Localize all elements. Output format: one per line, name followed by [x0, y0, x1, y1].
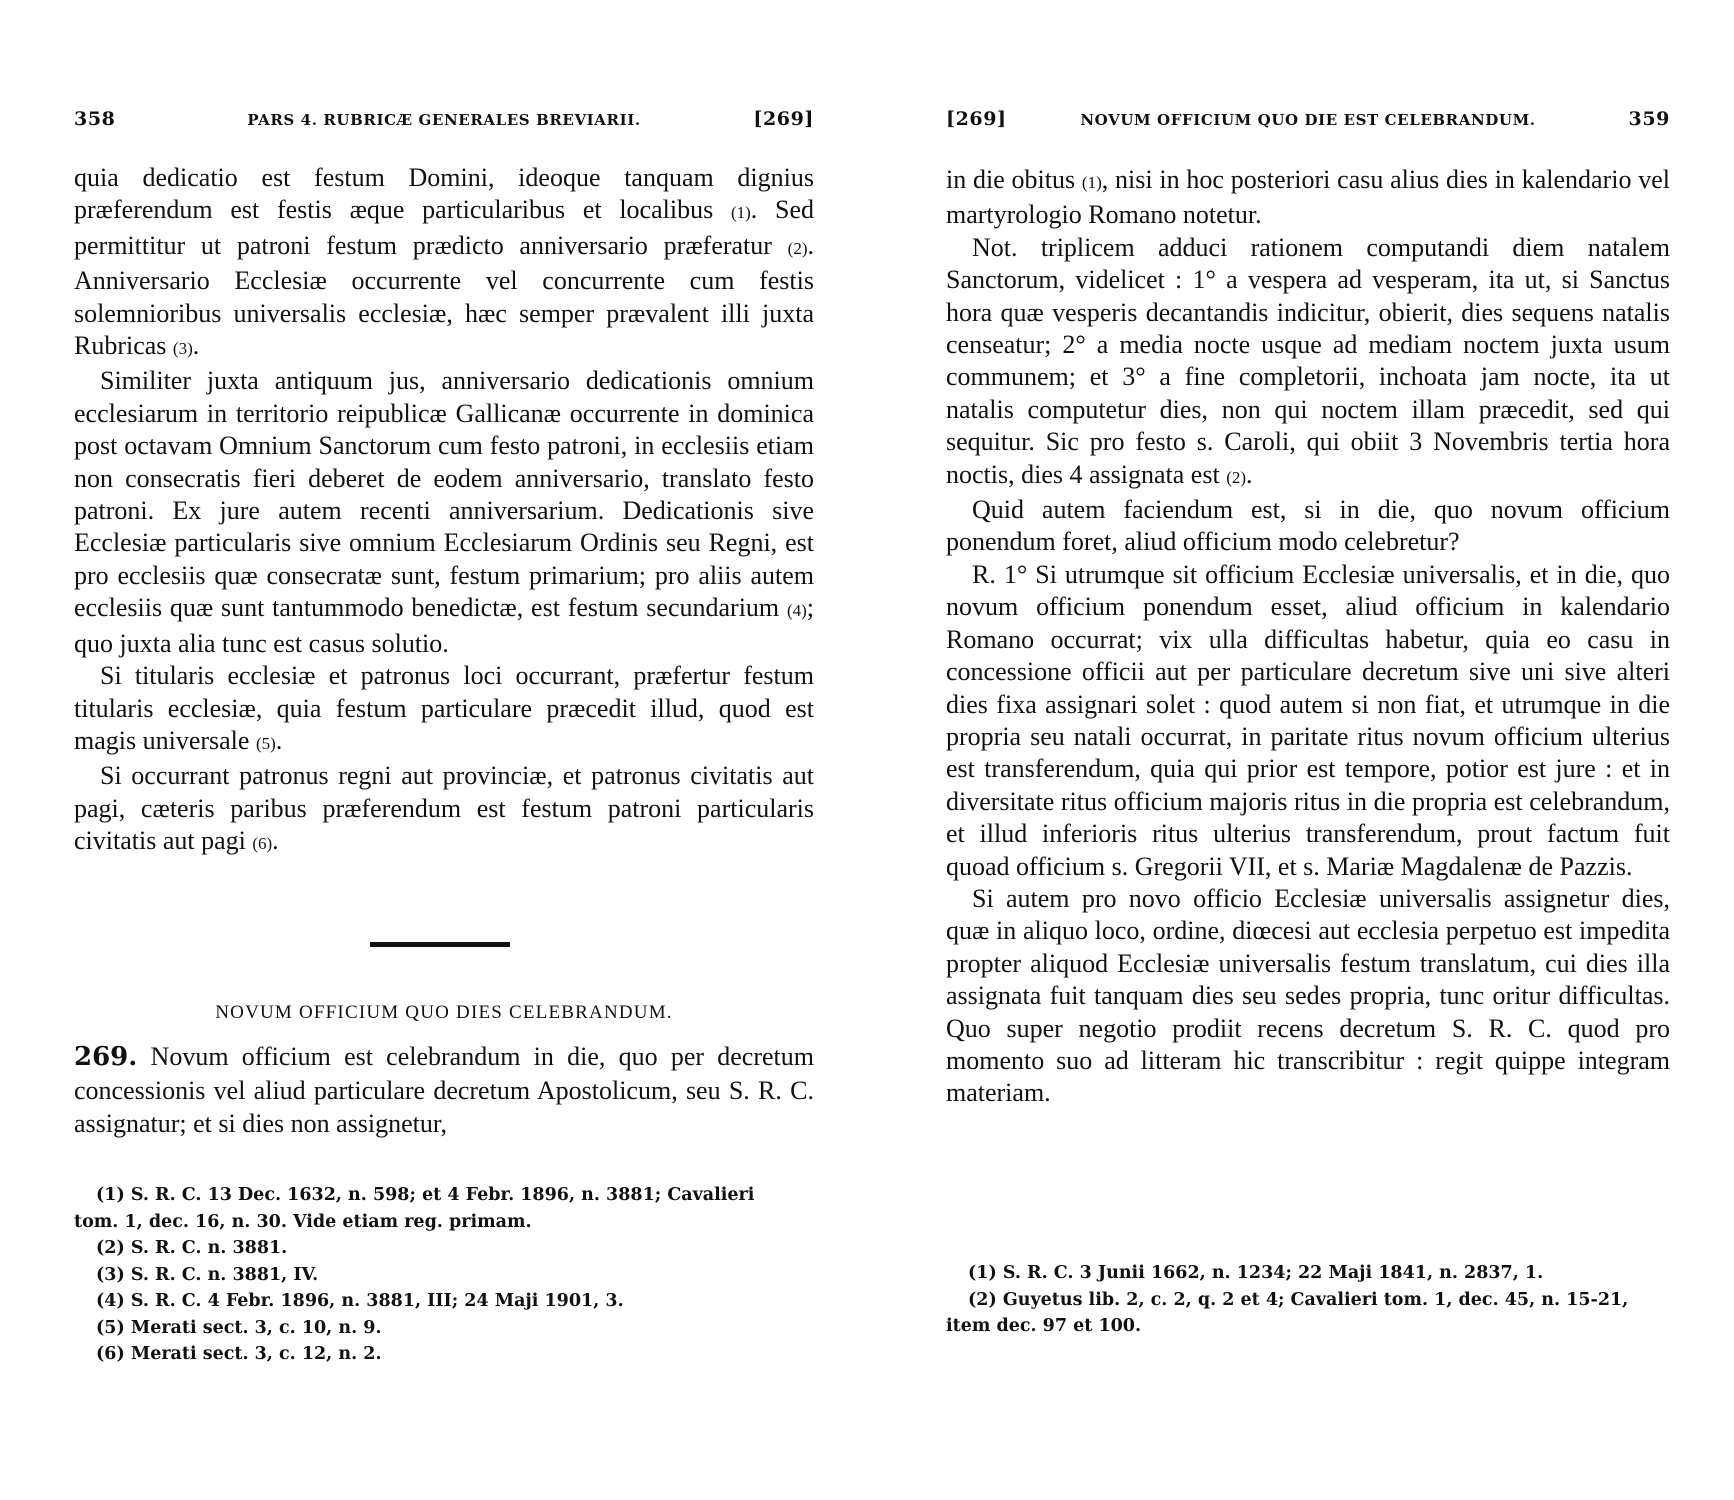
- section-title: NOVUM OFFICIUM QUO DIES CELEBRANDUM.: [215, 1002, 673, 1023]
- paragraph: Quid autem faciendum est, si in die, quo novum officium ponendum foret, aliud officium modo celebretur?: [946, 495, 1670, 557]
- footnote: (2) S. R. C. n. 3881.: [96, 1238, 288, 1258]
- section-divider: [370, 942, 510, 947]
- footnote-continuation: tom. 1, dec. 16, n. 30. Vide etiam reg. primam.: [74, 1211, 532, 1232]
- paragraph: Si autem pro novo officio Ecclesiæ universalis assignetur dies, quæ in aliquo loco, ordine, diœcesi aut ecclesia perpetuo est impedita propter aliquod Ecclesiæ universalis festum translatum, cui dies illa assignata fuit tanquam dies seu sedes propria, tunc oritur difficultas. Quo super negotio prodiit recens decretum S. R. C. quod pro momento suo ad litteram hic transcribitur : regit quippe integram materiam.: [946, 883, 1670, 1108]
- body-text: [74, 162, 814, 861]
- article-number: 269.: [74, 1042, 138, 1072]
- footnote-ref: (2): [787, 238, 808, 258]
- footnote-ref: (1): [730, 203, 751, 223]
- paragraph: Si occurrant patronus regni aut provinciæ, et patronus civitatis aut pagi, cæteris paribus præferendum est festum patroni particularis civitatis aut pagi (6).: [74, 761, 814, 856]
- section-ref: [269]: [946, 108, 1007, 130]
- footnote-continuation: item dec. 97 et 100.: [946, 1316, 1142, 1336]
- footnote: (5) Merati sect. 3, c. 10, n. 9.: [96, 1317, 382, 1338]
- running-head: [74, 108, 814, 139]
- running-title: PARS 4. RUBRICÆ GENERALES BREVIARII.: [247, 111, 641, 129]
- right-page: [946, 0, 1670, 1500]
- body-text: [946, 164, 1670, 1110]
- left-page: [74, 0, 814, 1500]
- footnote: (1) S. R. C. 13 Dec. 1632, n. 598; et 4 Febr. 1896, n. 3881; Cavalieri: [96, 1185, 755, 1205]
- footnote-ref: (6): [252, 834, 273, 854]
- page-number: 358: [74, 108, 116, 130]
- footnotes: [946, 1260, 1670, 1340]
- paragraph: in die obitus (1), nisi in hoc posteriori casu alius dies in kalendario vel martyrologio Romano notetur.: [946, 165, 1670, 230]
- footnote: (4) S. R. C. 4 Febr. 1896, n. 3881, III; 24 Maji 1901, 3.: [96, 1291, 624, 1311]
- footnote-ref: (1): [1081, 173, 1102, 192]
- paragraph: Not. triplicem adduci rationem computandi diem natalem Sanctorum, videlicet : 1° a vespera ad vesperam, ita ut, si Sanctus hora quæ vesperis decantandis indicitur, obierit, dies sequens natalis censeatur; 2° a media nocte usque ad mediam noctem juxta usum communem; et 3° a fine completorii, inchoata jam nocte, ita ut natalis computetur dies, non qui noctem illam præcedit, sed qui sequitur. Sic pro festo s. Caroli, qui obiit 3 Novembris tertia hora noctis, dies 4 assignata est (2).: [946, 232, 1670, 489]
- page-number: 359: [1628, 108, 1670, 130]
- paragraph: Si titularis ecclesiæ et patronus loci occurrant, præfertur festum titularis ecclesiæ, quia festum particulare præcedit illud, quod est magis universale (5).: [74, 661, 814, 755]
- footnote-ref: (5): [255, 733, 276, 753]
- article-269: [74, 1040, 814, 1140]
- running-head: [946, 108, 1670, 139]
- footnote-ref: (4): [786, 601, 807, 621]
- paragraph: R. 1° Si utrumque sit officium Ecclesiæ universalis, et in die, quo novum officium ponendum esset, aliud officium in kalendario Romano occurrat; vix ulla difficultas habetur, quia eo casu in concessione officii aut per particulare decretum sive uni sive alteri dies fixa assignari solet : quod autem si non fiat, et utrumque in die propria seu natali occurrat, in paritate ritus novum officium ulterius est transferendum, quia qui prior est tempore, potior est jure : et in diversitate ritus officium majoris ritus in die propria est celebrandum, et illud inferioris ritus ulterius transferendum, prout factum fuit quoad officium s. Gregorii VII, et s. Mariæ Magdalenæ de Pazzis.: [946, 559, 1670, 881]
- article-text: Novum officium est celebrandum in die, quo per decretum concessionis vel aliud particulare decretum Apostolicum, seu S. R. C. assignatur; et si dies non assignetur,: [74, 1042, 814, 1138]
- footnote: (2) Guyetus lib. 2, c. 2, q. 2 et 4; Cavalieri tom. 1, dec. 45, n. 15-21,: [968, 1289, 1629, 1310]
- footnotes: [74, 1182, 814, 1368]
- footnote-ref: (2): [1226, 467, 1247, 487]
- section-ref: [269]: [753, 108, 814, 130]
- running-title: NOVUM OFFICIUM QUO DIE EST CELEBRANDUM.: [1080, 111, 1536, 129]
- footnote: (1) S. R. C. 3 Junii 1662, n. 1234; 22 Maji 1841, n. 2837, 1.: [968, 1263, 1544, 1283]
- footnote: (3) S. R. C. n. 3881, IV.: [96, 1264, 319, 1285]
- footnote: (6) Merati sect. 3, c. 12, n. 2.: [96, 1344, 382, 1364]
- paragraph: quia dedicatio est festum Domini, ideoque tanquam dignius præferendum est festis æque particularibus et localibus (1). Sed permittitur ut patroni festum prædicto anniversario præferatur (2). Anniversario Ecclesiæ occurrente vel concurrente cum festis solemnioribus universalis ecclesiæ, hæc semper prævalent illi juxta Rubricas (3).: [74, 163, 814, 361]
- paragraph: Similiter juxta antiquum jus, anniversario dedicationis omnium ecclesiarum in territorio reipublicæ Gallicanæ occurrente in dominica post octavam Omnium Sanctorum cum festo patroni, in ecclesiis etiam non consecratis fieri deberet de eodem anniversario, translato festo patroni. Ex jure autem recenti anniversarium. Dedicationis sive Ecclesiæ particularis sive omnium Ecclesiarum Ordinis seu Regni, est pro ecclesiis quæ consecratæ sunt, festum primarium; pro aliis autem ecclesiis quæ sunt tantummodo benedictæ, est festum secundarium (4); quo juxta alia tunc est casus solutio.: [74, 366, 814, 658]
- footnote-ref: (3): [172, 339, 193, 359]
